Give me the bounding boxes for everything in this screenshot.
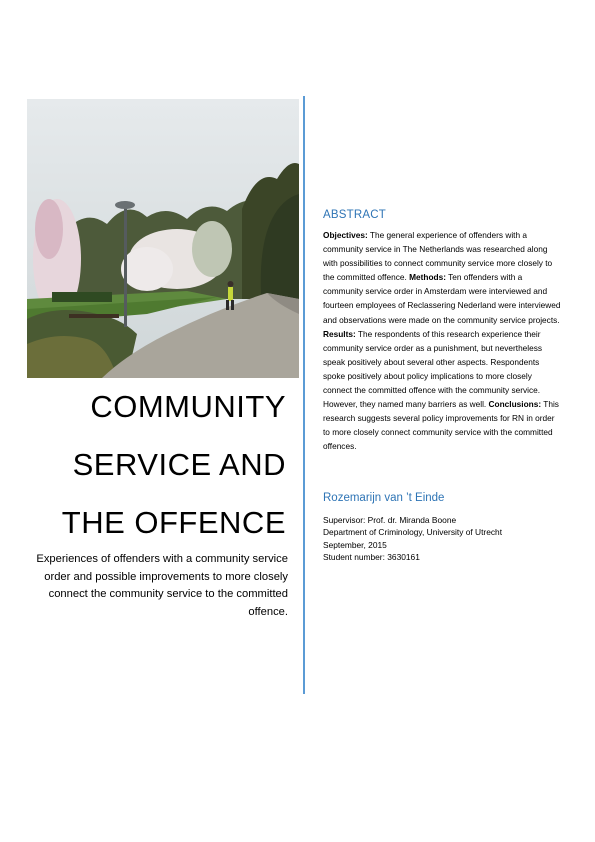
title-line-2: SERVICE AND — [72, 447, 286, 482]
student-number-line: Student number: 3630161 — [323, 551, 420, 562]
abstract-heading: ABSTRACT — [323, 209, 386, 221]
results-text: The respondents of this research experience their community service order as a punishment, but nevertheless speak positively about several other aspects. Respondents spoke positively about policy implications to more closely connect the committed offence with the community service. However, they named many barriers as well. — [323, 328, 543, 410]
abstract-body — [323, 228, 563, 454]
results-label: Results: — [323, 328, 356, 339]
document-subtitle: Experiences of offenders with a community service order and possible improvements to more closely connect the community service to the committed offence. — [36, 553, 288, 618]
supervisor-line: Supervisor: Prof. dr. Miranda Boone — [323, 515, 457, 525]
title-line-1: COMMUNITY — [90, 389, 286, 424]
title-line-3: THE OFFENCE — [61, 505, 286, 540]
author-meta — [323, 514, 568, 563]
conclusions-label: Conclusions: — [488, 399, 542, 410]
document-title — [40, 378, 286, 552]
objectives-text: The general experience of offenders with a community service in The Netherlands was researched along with possibilities to connect community service more closely to the committed offence. — [323, 230, 553, 283]
methods-text: Ten offenders with a community service order in Amsterdam were interviewed and fourteen employees of Reclassering Nederland were interviewed and observations were made on the community service projects. — [323, 272, 561, 325]
vertical-divider — [303, 96, 305, 694]
cover-photo — [27, 99, 299, 378]
conclusions-text: This research suggests several policy improvements for RN in order to more closely connect community service with the committed offences. — [323, 399, 559, 452]
park-path-image — [27, 99, 299, 378]
department-line: Department of Criminology, University of Utrecht — [323, 527, 503, 538]
methods-label: Methods: — [409, 272, 446, 283]
objectives-label: Objectives: — [323, 230, 368, 240]
author-name: Rozemarijn van ’t Einde — [323, 492, 445, 504]
date-line: September, 2015 — [323, 539, 387, 550]
